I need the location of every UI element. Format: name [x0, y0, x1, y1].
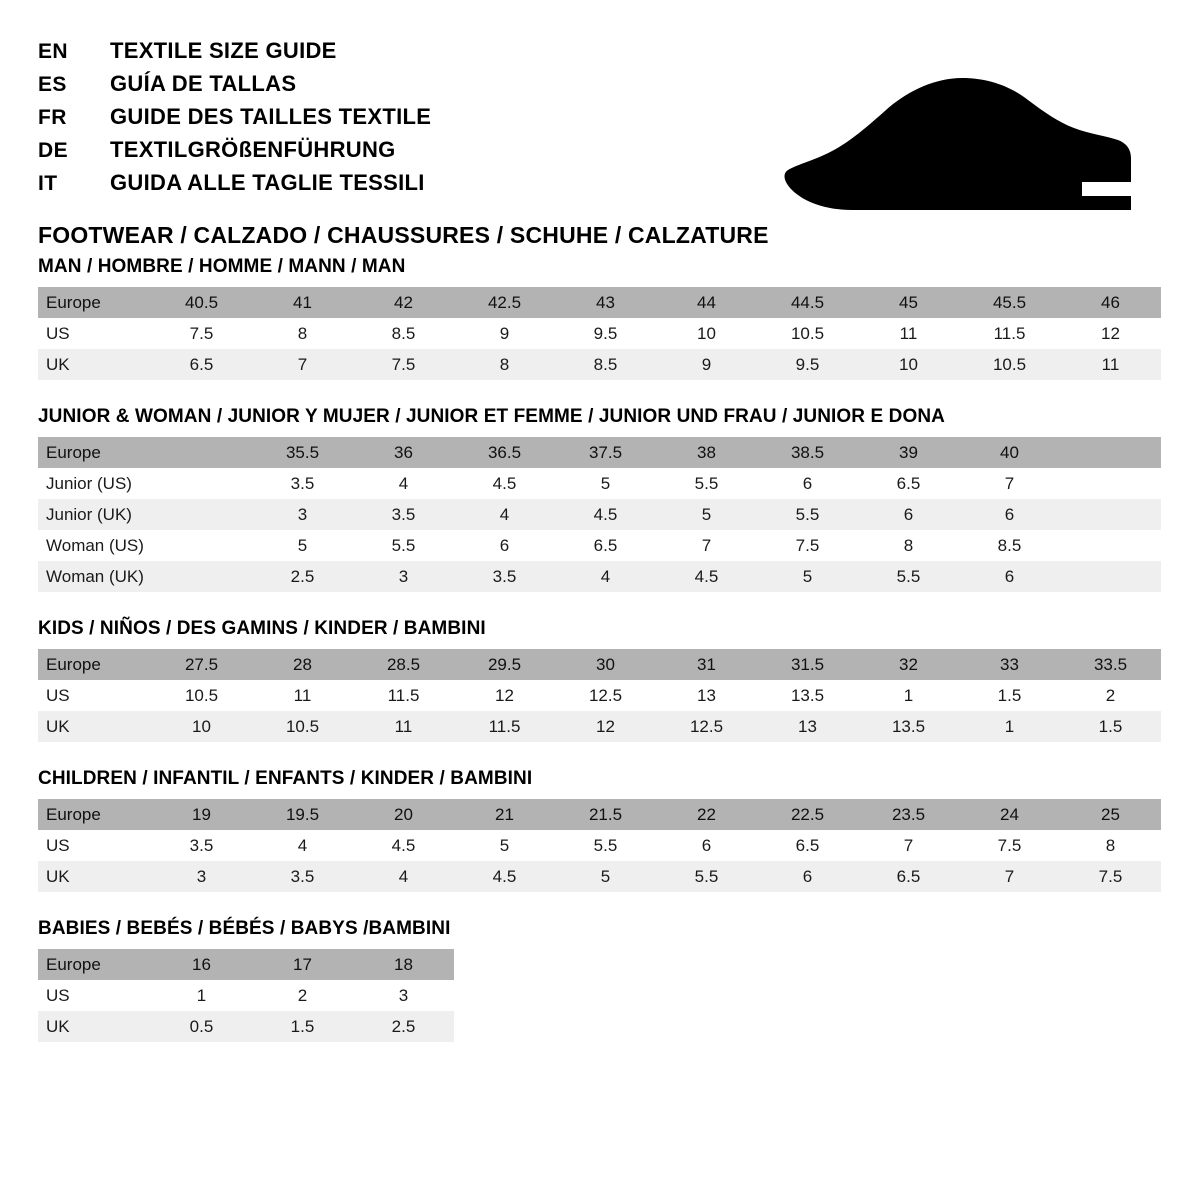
cell: 24	[959, 799, 1060, 830]
cell: 5	[454, 830, 555, 861]
cell: 5	[757, 561, 858, 592]
cell: 1.5	[1060, 711, 1161, 742]
cell: 7.5	[1060, 861, 1161, 892]
size-table-man	[38, 287, 1161, 380]
row-label: UK	[38, 711, 151, 742]
row-label: US	[38, 830, 151, 861]
cell: 8	[252, 318, 353, 349]
cell: 6.5	[151, 349, 252, 380]
row-label: Junior (UK)	[38, 499, 151, 530]
cell: 5.5	[555, 830, 656, 861]
cell: 10.5	[151, 680, 252, 711]
cell: 13	[757, 711, 858, 742]
cell: 27.5	[151, 649, 252, 680]
cell: 6	[757, 468, 858, 499]
cell: 42	[353, 287, 454, 318]
table-row	[38, 561, 1161, 592]
cell: 2.5	[252, 561, 353, 592]
cell: 7.5	[757, 530, 858, 561]
cell: 22.5	[757, 799, 858, 830]
cell: 6.5	[858, 861, 959, 892]
cell: 28	[252, 649, 353, 680]
cell: 3.5	[151, 830, 252, 861]
cell: 1.5	[252, 1011, 353, 1042]
cell: 5.5	[858, 561, 959, 592]
language-title: TEXTILE SIZE GUIDE	[110, 38, 337, 63]
cell	[1060, 530, 1161, 561]
language-title: TEXTILGRÖßENFÜHRUNG	[110, 137, 396, 162]
cell: 3	[151, 861, 252, 892]
table-row	[38, 861, 1161, 892]
cell: 12	[555, 711, 656, 742]
table-row	[38, 468, 1161, 499]
cell: 12.5	[656, 711, 757, 742]
cell: 7	[656, 530, 757, 561]
language-code: EN	[38, 40, 68, 63]
cell: 8	[454, 349, 555, 380]
cell: 8.5	[353, 318, 454, 349]
language-title: GUÍA DE TALLAS	[110, 71, 297, 96]
cell: 6	[656, 830, 757, 861]
size-table-junior-woman	[38, 437, 1161, 592]
cell: 19.5	[252, 799, 353, 830]
cell: 7	[252, 349, 353, 380]
cell: 4	[353, 468, 454, 499]
section-title: KIDS / NIÑOS / DES GAMINS / KINDER / BAMBINI	[38, 618, 486, 639]
cell: 4.5	[555, 499, 656, 530]
cell: 9.5	[757, 349, 858, 380]
cell: 21.5	[555, 799, 656, 830]
table-row	[38, 799, 1161, 830]
cell: 11	[1060, 349, 1161, 380]
cell: 5.5	[353, 530, 454, 561]
cell: 6	[858, 499, 959, 530]
cell: 12.5	[555, 680, 656, 711]
size-table-kids	[38, 649, 1161, 742]
section-babies	[38, 918, 1162, 1042]
row-label: Europe	[38, 437, 151, 468]
size-table-babies	[38, 949, 454, 1042]
table-row	[38, 437, 1161, 468]
size-table-children	[38, 799, 1161, 892]
cell: 35.5	[252, 437, 353, 468]
cell: 45.5	[959, 287, 1060, 318]
cell	[151, 530, 252, 561]
cell: 11.5	[454, 711, 555, 742]
cell: 19	[151, 799, 252, 830]
language-row	[38, 38, 431, 71]
cell: 3.5	[353, 499, 454, 530]
cell: 11	[353, 711, 454, 742]
cell	[151, 437, 252, 468]
cell	[151, 468, 252, 499]
cell: 2.5	[353, 1011, 454, 1042]
cell: 5.5	[656, 468, 757, 499]
row-label: US	[38, 318, 151, 349]
cell: 30	[555, 649, 656, 680]
cell: 1	[959, 711, 1060, 742]
cell: 13.5	[757, 680, 858, 711]
category-heading: FOOTWEAR / CALZADO / CHAUSSURES / SCHUHE / CALZATURE	[38, 222, 769, 248]
cell: 40.5	[151, 287, 252, 318]
cell: 5	[555, 468, 656, 499]
table-row	[38, 980, 454, 1011]
cell: 45	[858, 287, 959, 318]
cell: 39	[858, 437, 959, 468]
table-row	[38, 499, 1161, 530]
cell: 21	[454, 799, 555, 830]
cell: 18	[353, 949, 454, 980]
row-label: UK	[38, 1011, 151, 1042]
cell: 25	[1060, 799, 1161, 830]
cell: 1	[151, 980, 252, 1011]
cell: 11.5	[959, 318, 1060, 349]
table-row	[38, 318, 1161, 349]
cell: 13.5	[858, 711, 959, 742]
cell: 10	[858, 349, 959, 380]
cell: 6	[959, 499, 1060, 530]
row-label: Woman (UK)	[38, 561, 151, 592]
language-row	[38, 104, 431, 137]
cell: 4.5	[454, 861, 555, 892]
table-row	[38, 349, 1161, 380]
language-code: ES	[38, 73, 67, 96]
section-title: BABIES / BEBÉS / BÉBÉS / BABYS /BAMBINI	[38, 918, 451, 939]
cell: 20	[353, 799, 454, 830]
cell: 6	[757, 861, 858, 892]
section-man	[38, 256, 1162, 380]
table-row	[38, 711, 1161, 742]
cell: 12	[454, 680, 555, 711]
cell: 1.5	[959, 680, 1060, 711]
cell: 3	[252, 499, 353, 530]
cell: 28.5	[353, 649, 454, 680]
cell: 7.5	[959, 830, 1060, 861]
cell: 11	[252, 680, 353, 711]
cell: 1	[858, 680, 959, 711]
cell: 46	[1060, 287, 1161, 318]
cell: 8.5	[555, 349, 656, 380]
section-kids	[38, 618, 1162, 742]
language-code: FR	[38, 106, 67, 129]
row-label: Europe	[38, 287, 151, 318]
cell: 7	[959, 861, 1060, 892]
cell: 23.5	[858, 799, 959, 830]
language-title-list	[38, 38, 431, 203]
cell: 8	[858, 530, 959, 561]
cell: 33	[959, 649, 1060, 680]
row-label: Europe	[38, 799, 151, 830]
cell: 5.5	[757, 499, 858, 530]
cell	[1060, 499, 1161, 530]
row-label: UK	[38, 349, 151, 380]
cell: 5	[252, 530, 353, 561]
cell: 6.5	[757, 830, 858, 861]
cell: 3.5	[252, 861, 353, 892]
cell: 5	[656, 499, 757, 530]
language-row	[38, 137, 431, 170]
table-row	[38, 530, 1161, 561]
cell: 7	[959, 468, 1060, 499]
language-row	[38, 170, 431, 203]
cell: 2	[1060, 680, 1161, 711]
language-title: GUIDE DES TAILLES TEXTILE	[110, 104, 432, 129]
cell: 44	[656, 287, 757, 318]
cell: 5.5	[656, 861, 757, 892]
section-title: MAN / HOMBRE / HOMME / MANN / MAN	[38, 256, 406, 277]
cell: 7	[858, 830, 959, 861]
cell: 8	[1060, 830, 1161, 861]
language-title: GUIDA ALLE TAGLIE TESSILI	[110, 170, 425, 195]
cell: 6	[959, 561, 1060, 592]
row-label: Junior (US)	[38, 468, 151, 499]
cell: 9	[454, 318, 555, 349]
cell: 22	[656, 799, 757, 830]
cell: 16	[151, 949, 252, 980]
cell: 4	[555, 561, 656, 592]
row-label: Europe	[38, 949, 151, 980]
cell: 7.5	[353, 349, 454, 380]
cell	[151, 499, 252, 530]
cell: 12	[1060, 318, 1161, 349]
cell: 10	[151, 711, 252, 742]
cell: 17	[252, 949, 353, 980]
cell: 3.5	[252, 468, 353, 499]
section-title: JUNIOR & WOMAN / JUNIOR Y MUJER / JUNIOR ET FEMME / JUNIOR UND FRAU / JUNIOR E DONA	[38, 406, 946, 427]
cell: 11	[858, 318, 959, 349]
cell: 10.5	[959, 349, 1060, 380]
cell	[1060, 561, 1161, 592]
cell: 6.5	[555, 530, 656, 561]
cell: 9	[656, 349, 757, 380]
cell: 33.5	[1060, 649, 1161, 680]
cell: 40	[959, 437, 1060, 468]
cell: 10	[656, 318, 757, 349]
cell: 44.5	[757, 287, 858, 318]
cell: 13	[656, 680, 757, 711]
cell: 31.5	[757, 649, 858, 680]
cell: 38	[656, 437, 757, 468]
row-label: Woman (US)	[38, 530, 151, 561]
cell: 4	[252, 830, 353, 861]
cell	[1060, 437, 1161, 468]
table-row	[38, 649, 1161, 680]
row-label: US	[38, 980, 151, 1011]
cell: 4.5	[353, 830, 454, 861]
cell: 2	[252, 980, 353, 1011]
row-label: UK	[38, 861, 151, 892]
cell: 43	[555, 287, 656, 318]
cell	[151, 561, 252, 592]
cell: 4.5	[454, 468, 555, 499]
cell: 38.5	[757, 437, 858, 468]
cell: 3.5	[454, 561, 555, 592]
cell: 6.5	[858, 468, 959, 499]
cell: 10.5	[252, 711, 353, 742]
cell: 0.5	[151, 1011, 252, 1042]
cell: 6	[454, 530, 555, 561]
table-row	[38, 830, 1161, 861]
section-title: CHILDREN / INFANTIL / ENFANTS / KINDER / BAMBINI	[38, 768, 533, 789]
cell: 4	[454, 499, 555, 530]
cell: 7.5	[151, 318, 252, 349]
row-label: Europe	[38, 649, 151, 680]
cell: 29.5	[454, 649, 555, 680]
section-junior-woman	[38, 406, 1162, 592]
cell: 36.5	[454, 437, 555, 468]
cell: 4	[353, 861, 454, 892]
cell: 10.5	[757, 318, 858, 349]
page-header	[38, 30, 1162, 248]
cell: 31	[656, 649, 757, 680]
cell: 3	[353, 980, 454, 1011]
cell: 37.5	[555, 437, 656, 468]
cell: 9.5	[555, 318, 656, 349]
row-label: US	[38, 680, 151, 711]
cell: 32	[858, 649, 959, 680]
language-row	[38, 71, 431, 104]
cell: 11.5	[353, 680, 454, 711]
cell: 36	[353, 437, 454, 468]
table-row	[38, 1011, 454, 1042]
table-row	[38, 287, 1161, 318]
cell: 3	[353, 561, 454, 592]
language-code: IT	[38, 172, 58, 195]
cell: 4.5	[656, 561, 757, 592]
table-row	[38, 680, 1161, 711]
table-row	[38, 949, 454, 980]
cell: 42.5	[454, 287, 555, 318]
language-code: DE	[38, 139, 68, 162]
cell: 5	[555, 861, 656, 892]
dress-shoe-icon	[782, 70, 1132, 230]
cell: 41	[252, 287, 353, 318]
section-children	[38, 768, 1162, 892]
cell	[1060, 468, 1161, 499]
cell: 8.5	[959, 530, 1060, 561]
